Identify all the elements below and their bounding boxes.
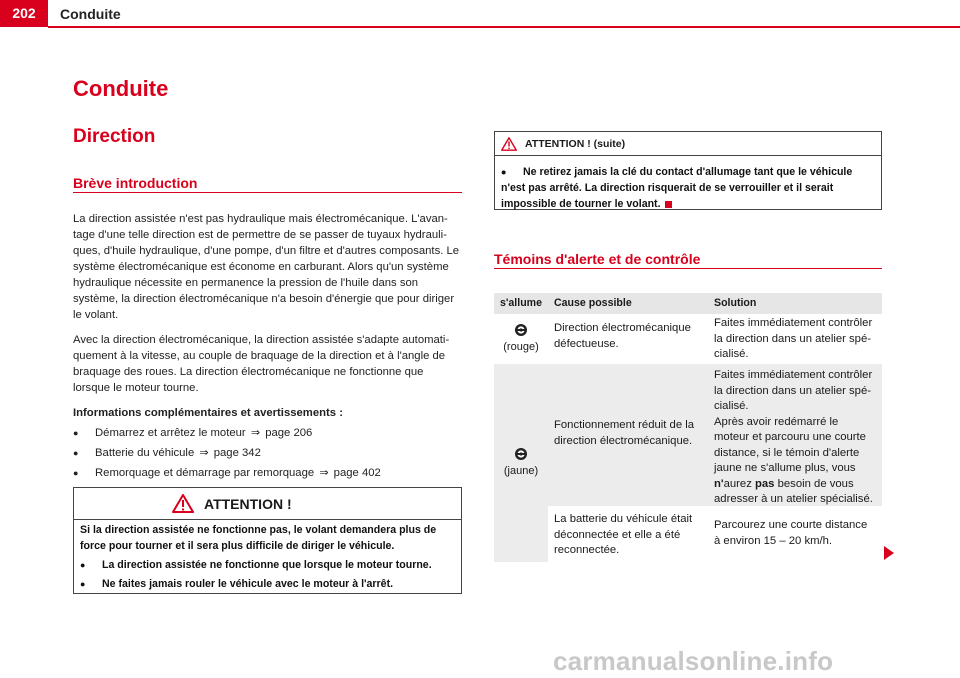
end-marker-icon: [665, 201, 672, 208]
lamp-color-label: (rouge): [503, 340, 539, 353]
warning-box: [73, 487, 462, 594]
solution-cell: Parcourez une courte distance à environ 15 – 20 km/h.: [714, 519, 868, 547]
cause-cell: La batterie du véhicule était déconnectée et elle a été reconnectée.: [554, 513, 693, 556]
subsection-title-intro: Brève introduction: [73, 175, 198, 191]
column-header: Cause possible: [554, 296, 632, 309]
column-header: s'allume: [500, 296, 542, 309]
steering-wheel-icon: [514, 447, 528, 461]
intro-text: [73, 211, 463, 485]
warning-header: [495, 132, 881, 156]
warning-box-continued: [494, 131, 882, 210]
page-ref-link[interactable]: page 206: [265, 427, 313, 439]
warning-item: ● ● Ne retirez jamais la clé du contact d'allumage tant que le véhicule n'est pas arrêté. La direction risquerait de se verrouiller et il serait impossible de tourner le volant.: [501, 164, 875, 212]
cause-cell: Direction électromécanique défectueuse.: [554, 322, 691, 350]
watermark: carmanualsonline.info: [553, 646, 834, 676]
subsection-rule: [494, 268, 882, 269]
chapter-title: Conduite: [73, 76, 169, 101]
page-ref-link[interactable]: page 342: [213, 447, 261, 459]
page-number: 202: [0, 0, 48, 27]
lamp-color-label: (jaune): [503, 464, 539, 477]
continue-arrow-icon: [884, 546, 894, 560]
header-rule: [48, 26, 960, 28]
steering-wheel-icon: [514, 323, 528, 337]
warning-item: ● La direction assistée ne fonctionne que lorsque le moteur tourne.: [80, 557, 455, 573]
arrow-icon: ⇒: [250, 427, 261, 439]
table-row: [494, 506, 882, 562]
intro-paragraph-2: Avec la direction électromécanique, la direction assistée s'adapte automati-quement à la vitesse, au couple de braquage de la direction et à l'angle de braquage des roues. La direction électromécanique ne fonctionne que lorsque le moteur tourne.: [73, 334, 450, 394]
warning-body: [74, 520, 461, 592]
warning-intro: Si la direction assistée ne fonctionne pas, le volant demandera plus de force pour tourner et il sera plus difficile de diriger le véhicule.: [80, 524, 437, 552]
table-row: [494, 364, 882, 506]
warning-item: ● Ne faites jamais rouler le véhicule avec le moteur à l'arrêt.: [80, 576, 455, 592]
table-row: [494, 314, 882, 364]
info-item: ● Démarrez et arrêtez le moteur ⇒ page 206: [73, 425, 463, 441]
warning-icon: [172, 494, 194, 513]
column-header: Solution: [714, 296, 757, 309]
arrow-icon: ⇒: [199, 447, 209, 459]
subsection-title-lamps: Témoins d'alerte et de contrôle: [494, 251, 701, 267]
info-item: ● Batterie du véhicule ⇒ page 342: [73, 445, 463, 461]
subsection-rule: [73, 192, 462, 193]
lamp-cell: [494, 314, 548, 364]
cause-cell: Fonctionnement réduit de la direction électromécanique.: [554, 419, 695, 447]
arrow-icon: ⇒: [319, 467, 329, 479]
page-ref-link[interactable]: page 402: [333, 467, 381, 479]
warning-title: ATTENTION !: [204, 495, 292, 512]
solution-cell: Faites immédiatement contrôler la direction dans un atelier spé-cialisé. Après avoir redémarré le moteur et parcouru une courte distance, si le témoin d'alerte jaune ne s'allume plus, vous n'aurez pas besoin de vous adresser à un atelier spécialisé.: [714, 369, 873, 505]
info-heading: Informations complémentaires et avertissements :: [73, 407, 343, 419]
table-header: [494, 293, 882, 314]
page-header: [0, 0, 960, 28]
warning-lamps-table: [494, 293, 882, 562]
intro-paragraph-1: La direction assistée n'est pas hydraulique mais électromécanique. L'avan-tage d'une telle direction est de permettre de se passer de tuyaux hydrauli-ques, d'huile hydraulique, d'une pompe, d'un filtre et d'autres composants. Le système électromécanique est économe en carburant. Alors qu'un système hydraulique nécessite en permanence la pression de l'huile dans son système, la direction électromécanique n'a besoin d'énergie que pour diriger le volant.: [73, 213, 460, 321]
info-item: ● Remorquage et démarrage par remorquage ⇒ page 402: [73, 465, 463, 481]
warning-icon: [501, 137, 517, 151]
warning-header: [74, 488, 461, 520]
warning-body: [495, 156, 881, 212]
section-title: Direction: [73, 126, 156, 147]
header-title: Conduite: [60, 6, 121, 22]
warning-title: ATTENTION ! (suite): [525, 137, 626, 150]
solution-cell: Faites immédiatement contrôler la direction dans un atelier spé-cialisé.: [714, 317, 873, 360]
